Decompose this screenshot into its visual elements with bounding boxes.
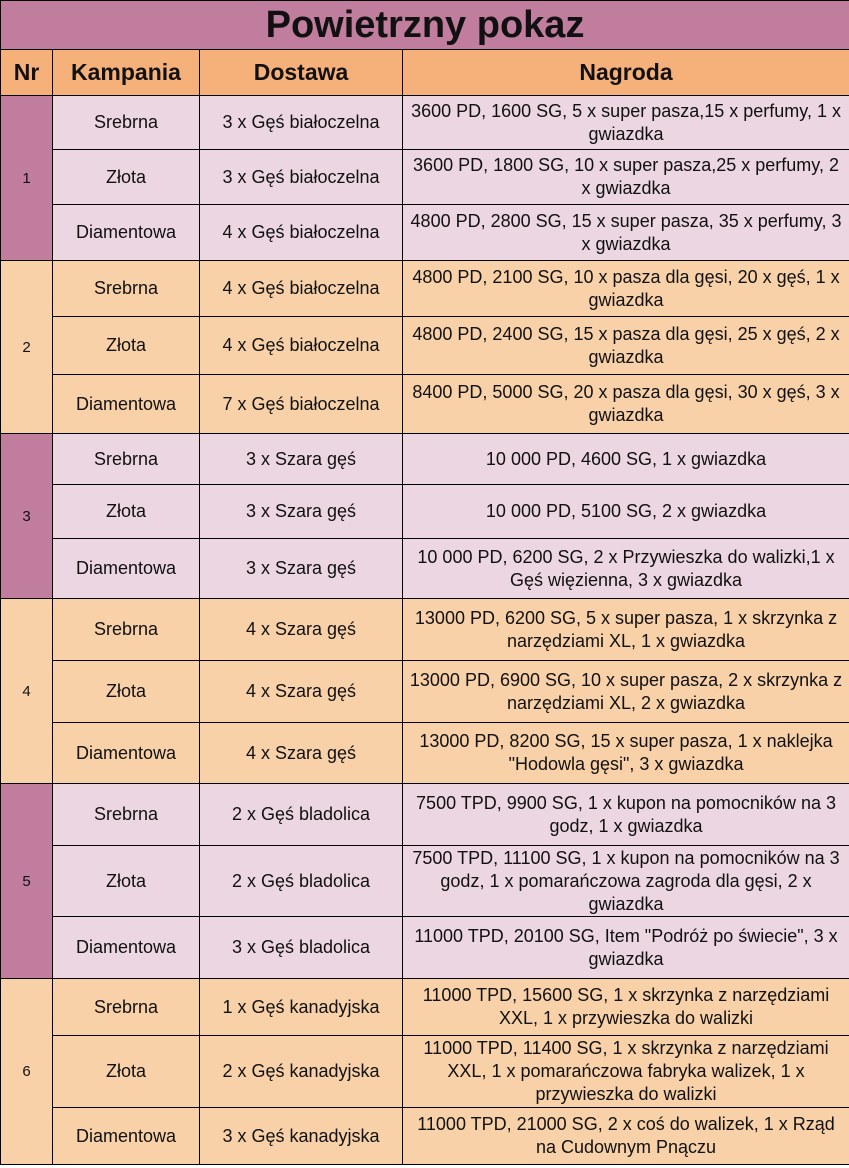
table-row [1,434,849,485]
kampania-cell: Złota [53,317,200,375]
dostawa-cell: 4 x Szara gęś [200,723,403,784]
dostawa-cell: 1 x Gęś kanadyjska [200,979,403,1036]
kampania-cell: Srebrna [53,979,200,1036]
table-row [1,375,849,434]
dostawa-cell: 7 x Gęś białoczelna [200,375,403,434]
table-row [1,539,849,599]
table-row [1,150,849,205]
nagroda-cell: 13000 PD, 6900 SG, 10 x super pasza, 2 x skrzynka z narzędziami XL, 2 x gwiazdka [403,661,849,723]
kampania-cell: Diamentowa [53,375,200,434]
nagroda-cell: 3600 PD, 1600 SG, 5 x super pasza,15 x perfumy, 1 x gwiazdka [403,96,849,150]
table-row [1,846,849,917]
kampania-cell: Srebrna [53,434,200,485]
dostawa-cell: 3 x Szara gęś [200,434,403,485]
table-row [1,661,849,723]
dostawa-cell: 3 x Gęś białoczelna [200,150,403,205]
nagroda-cell: 4800 PD, 2800 SG, 15 x super pasza, 35 x perfumy, 3 x gwiazdka [403,205,849,261]
nagroda-cell: 10 000 PD, 5100 SG, 2 x gwiazdka [403,485,849,539]
nr-cell: 1 [1,96,53,261]
nagroda-cell: 7500 TPD, 9900 SG, 1 x kupon na pomocników na 3 godz, 1 x gwiazdka [403,784,849,846]
nagroda-cell: 11000 TPD, 20100 SG, Item "Podróż po świecie", 3 x gwiazdka [403,917,849,979]
nagroda-cell: 3600 PD, 1800 SG, 10 x super pasza,25 x perfumy, 2 x gwiazdka [403,150,849,205]
table-row [1,784,849,846]
dostawa-cell: 3 x Gęś bladolica [200,917,403,979]
table-row [1,917,849,979]
kampania-cell: Złota [53,661,200,723]
table-row [1,485,849,539]
dostawa-cell: 3 x Szara gęś [200,485,403,539]
kampania-cell: Diamentowa [53,1108,200,1165]
dostawa-cell: 3 x Gęś białoczelna [200,96,403,150]
nagroda-cell: 11000 TPD, 15600 SG, 1 x skrzynka z narzędziami XXL, 1 x przywieszka do walizki [403,979,849,1036]
table-row [1,1036,849,1108]
kampania-cell: Złota [53,846,200,917]
dostawa-cell: 2 x Gęś kanadyjska [200,1036,403,1108]
nagroda-cell: 11000 TPD, 11400 SG, 1 x skrzynka z narzędziami XXL, 1 x pomarańczowa fabryka walizek, 1 x przywieszka do walizki [403,1036,849,1108]
table-row [1,979,849,1036]
nagroda-cell: 4800 PD, 2400 SG, 15 x pasza dla gęsi, 25 x gęś, 2 x gwiazdka [403,317,849,375]
nr-cell: 6 [1,979,53,1165]
dostawa-cell: 2 x Gęś bladolica [200,846,403,917]
kampania-cell: Złota [53,150,200,205]
nagroda-cell: 13000 PD, 6200 SG, 5 x super pasza, 1 x skrzynka z narzędziami XL, 1 x gwiazdka [403,599,849,661]
dostawa-cell: 3 x Gęś kanadyjska [200,1108,403,1165]
dostawa-cell: 4 x Gęś białoczelna [200,205,403,261]
kampania-cell: Srebrna [53,261,200,317]
table-row [1,317,849,375]
nr-cell: 3 [1,434,53,599]
table-row [1,1108,849,1165]
nr-cell: 2 [1,261,53,434]
kampania-cell: Srebrna [53,599,200,661]
nagroda-cell: 8400 PD, 5000 SG, 20 x pasza dla gęsi, 30 x gęś, 3 x gwiazdka [403,375,849,434]
nagroda-cell: 11000 TPD, 21000 SG, 2 x coś do walizek, 1 x Rząd na Cudownym Pnączu [403,1108,849,1165]
nagroda-cell: 10 000 PD, 6200 SG, 2 x Przywieszka do walizki,1 x Gęś więzienna, 3 x gwiazdka [403,539,849,599]
table-row [1,261,849,317]
kampania-cell: Złota [53,485,200,539]
kampania-cell: Diamentowa [53,723,200,784]
header-row [1,50,849,96]
dostawa-cell: 3 x Szara gęś [200,539,403,599]
dostawa-cell: 4 x Szara gęś [200,661,403,723]
kampania-cell: Diamentowa [53,205,200,261]
dostawa-cell: 2 x Gęś bladolica [200,784,403,846]
kampania-cell: Srebrna [53,784,200,846]
header-kampania: Kampania [53,50,200,96]
header-nagroda: Nagroda [403,50,849,96]
nagroda-cell: 7500 TPD, 11100 SG, 1 x kupon na pomocników na 3 godz, 1 x pomarańczowa zagroda dla gęsi, 2 x gwiazdka [403,846,849,917]
kampania-cell: Diamentowa [53,917,200,979]
kampania-cell: Złota [53,1036,200,1108]
header-nr: Nr [1,50,53,96]
nagroda-cell: 4800 PD, 2100 SG, 10 x pasza dla gęsi, 20 x gęś, 1 x gwiazdka [403,261,849,317]
table-row [1,599,849,661]
dostawa-cell: 4 x Gęś białoczelna [200,317,403,375]
kampania-cell: Srebrna [53,96,200,150]
table-title: Powietrzny pokaz [1,1,849,50]
dostawa-cell: 4 x Gęś białoczelna [200,261,403,317]
nr-cell: 4 [1,599,53,784]
table-row [1,96,849,150]
table-row [1,205,849,261]
table-row [1,723,849,784]
dostawa-cell: 4 x Szara gęś [200,599,403,661]
nr-cell: 5 [1,784,53,979]
kampania-cell: Diamentowa [53,539,200,599]
nagroda-cell: 13000 PD, 8200 SG, 15 x super pasza, 1 x naklejka "Hodowla gęsi", 3 x gwiazdka [403,723,849,784]
nagroda-cell: 10 000 PD, 4600 SG, 1 x gwiazdka [403,434,849,485]
title-row [1,1,849,50]
header-dostawa: Dostawa [200,50,403,96]
